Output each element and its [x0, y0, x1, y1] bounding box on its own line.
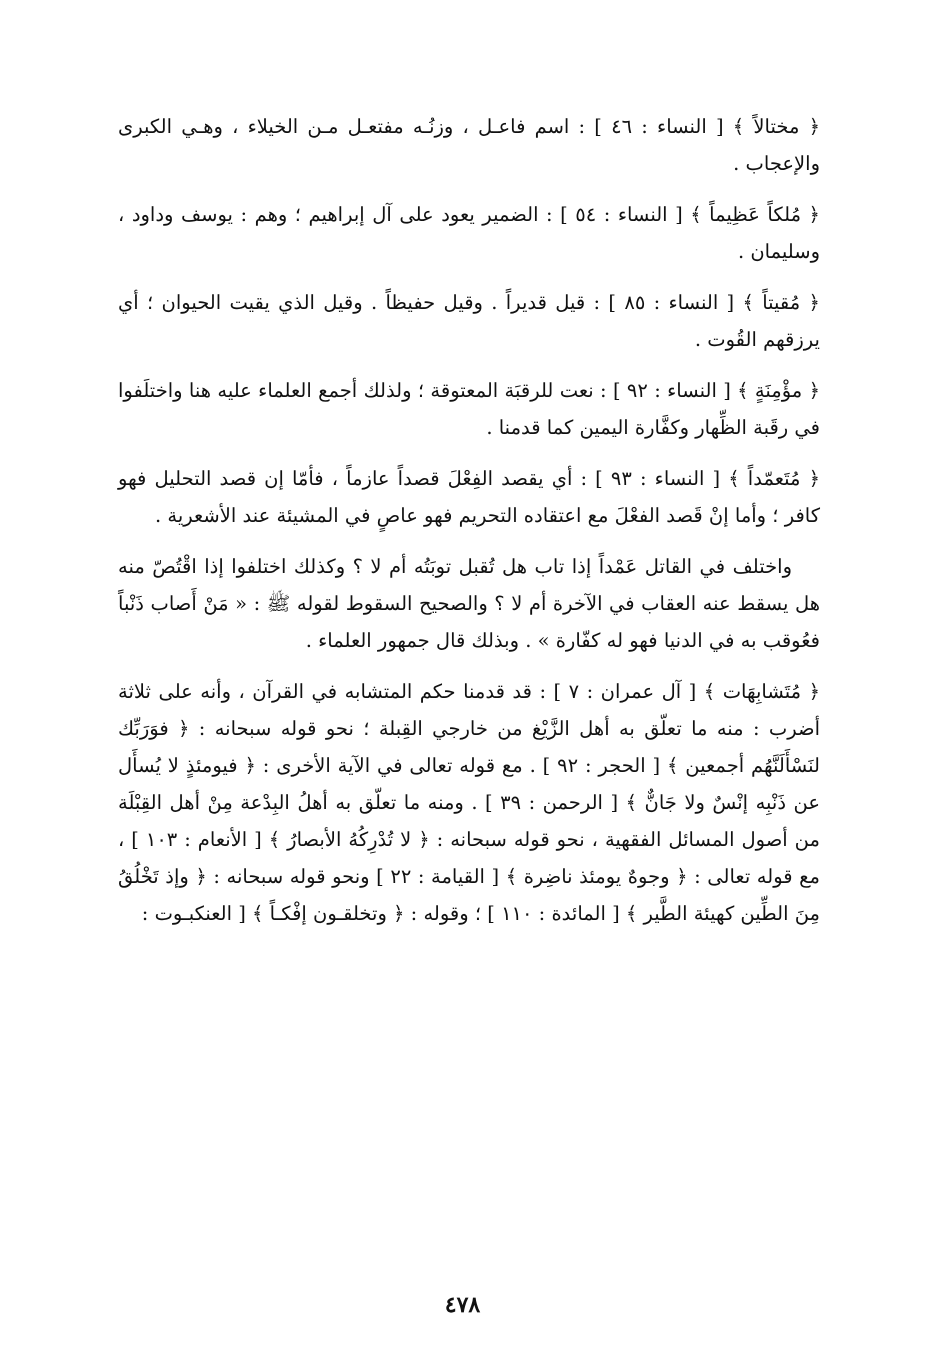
entry-mutaammidan: ﴿ مُتَعمّداً ﴾ [ النساء : ٩٣ ] : أي يقصد الفِعْلَ قصداً عازماً ، فأمّا إن قصد التحليل فهو كافر ؛ وأما إنْ قَصد الفعْلَ مع اعتقاده التحريم فهو عاصٍ في المشيئة عند الأشعرية .: [118, 467, 820, 527]
entry-muminatin: ﴿ مؤْمِنَةٍ ﴾ [ النساء : ٩٢ ] : نعت للرقبَة المعتوقة ؛ ولذلك أجمع العلماء عليه هنا واختلَفوا في رقَبة الظِّهار وكفَّارة اليمين كما قدمنا .: [118, 379, 821, 439]
entry-muqitan: ﴿ مُقيتاً ﴾ [ النساء : ٨٥ ] : قيل قديراً . وقيل حفيظاً . وقيل الذي يقيت الحيوان ؛ أي يرزقهم القُوت .: [118, 291, 820, 351]
page-body: [118, 108, 820, 932]
entry-mutashabihat: ﴿ مُتَشابِهَات ﴾ [ آل عمران : ٧ ] : قد قدمنا حكم المتشابه في القرآن ، وأنه على ثلاثة أضرب : منه ما تعلّق به أهل الزَّيْغ من خارجي القِبلة ؛ نحو قوله سبحانه : ﴿ فوَرَبِّك لنَسْأَلَنَّهُم أجمعين ﴾ [ الحجر : ٩٢ ] . مع قوله تعالى في الآية الأخرى : ﴿ فيومئذٍ لا يُسأَل عن ذَنْبِه إنْسٌ ولا جَانٌّ ﴾ [ الرحمن : ٣٩ ] . ومنه ما تعلّق به أهلُ البِدْعة مِنْ أهل القِبْلَة من أصول المسائل الفقهية ، نحو قوله سبحانه : ﴿ لا تُدْرِكُهُ الأبصارُ ﴾ [ الأنعام : ١٠٣ ] ، مع قوله تعالى : ﴿ وجوهٌ يومئذ ناضِرة ﴾ [ القيامة : ٢٢ ] ونحو قوله سبحانه : ﴿ وإذ تَخْلُقُ مِنَ الطِّين كهيئة الطَّير ﴾ [ المائدة : ١١٠ ] ؛ وقوله : ﴿ وتخلقـون إفْكـاً ﴾ [ العنكبـوت :: [118, 680, 820, 925]
page-number: ٤٧٨: [444, 1292, 481, 1318]
entry-mulkan-aziman: ﴿ مُلكاً عَظِيماً ﴾ [ النساء : ٥٤ ] : الضمير يعود على آل إبراهيم ؛ وهم : يوسف وداود ، وسليمان .: [118, 203, 820, 263]
entry-mukhtalan: ﴿ مختالاً ﴾ [ النساء : ٤٦ ] : اسم فاعـل ، وزنُـه مفتعـل مـن الخيلاء ، وهـي الكبرى والإعجاب .: [118, 115, 821, 175]
paragraph-killer-repentance: واختلف في القاتل عَمْداً إذا تاب هل تُقبل توبَتُه أم لا ؟ وكذلك اختلفوا إذا اقْتُصّ منه هل يسقط عنه العقاب في الآخرة أم لا ؟ والصحيح السقوط لقوله ﷺ : « مَنْ أَصاب ذَنْباً فعُوقب به في الدنيا فهو له كفّارة » . وبذلك قال جمهور العلماء .: [118, 555, 820, 652]
